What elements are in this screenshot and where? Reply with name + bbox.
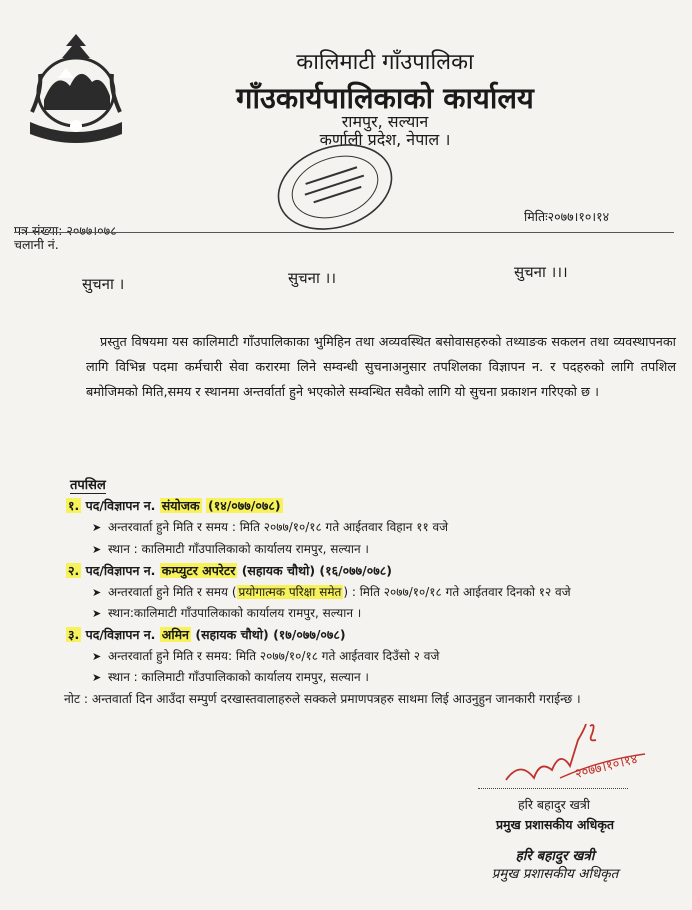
item-number: १. [68,498,80,513]
arrow-icon: ➤ [92,650,102,663]
arrow-icon: ➤ [92,543,102,556]
notice-heading-1: सुचना । [82,275,125,293]
arrow-icon: ➤ [92,586,102,599]
office-name: कालिमाटी गाँउपालिका [296,50,474,75]
notice-heading-3: सुचना ।।। [514,263,568,281]
item-label: पद/विज्ञापन न. [85,563,156,578]
details-title: तपसिल [70,478,106,493]
title-stamp: प्रमुख प्रशासकीय अधिकृत [491,866,619,882]
list-item: ➤ अन्तरवार्ता हुने मिति र समय ( प्रयोगात्मक परिक्षा समेत ) : मिति २०७७/१०/१८ गते आईतवार दिनको १२ वजे [92,585,571,599]
list-item: ➤ अन्तरवार्ता हुने मिति र समय: मिति २०७७/१०/१८ गते आईतवार दिउँसो २ वजे [92,649,440,663]
item-label: पद/विज्ञापन न. [85,627,156,642]
signatory-title: प्रमुख प्रशासकीय अधिकृत [495,817,615,832]
arrow-icon: ➤ [92,671,102,684]
nepal-emblem-icon [22,30,130,150]
letter-date: मितिः२०७७।१०।१४ [524,209,610,224]
item-label: पद/विज्ञापन न. [85,498,156,513]
reference-number: पत्र संख्या: २०७७।०७८ [14,223,117,238]
item-number: ३. [68,627,80,642]
notice-body: प्रस्तुत विषयमा यस कालिमाटी गाँउपालिकाका भुमिहिन तथा अव्यवस्थित बसोवासहरुको तथ्याङक सकलन तथा व्यवस्थापनका लागि विभिन्न पदमा कर्मचारी सेवा करारमा लिने सम्वन्धी सुचनाअनुसार तपशिलका विज्ञापन न. र पदहरुको लागि तपशिल बमोजिमको मिति,समय र स्थानमा अन्तर्वार्ता हुने भएकोले सम्वन्धित सवैको लागि यो सुचना प्रकाशन गरिएको छ । [86,335,676,400]
signature-line [478,788,628,789]
post-item-2 [66,562,392,579]
list-item: ➤ स्थान : कालिमाटी गाँउपालिकाको कार्यालय रामपुर, सल्यान । [92,542,369,556]
svg-text:२०७७।१०।१४: २०७७।१०।१४ [573,751,640,782]
list-item: ➤ स्थान:कालिमाटी गाँउपालिकाको कार्यालय रामपुर, सल्यान । [92,606,362,620]
address-line1: रामपुर, सल्यान [341,112,429,131]
handwritten-signature [500,720,650,790]
list-item: ➤ अन्तरवार्ता हुने मिति र समय : मिति २०७७/१०/१८ गते आईतवार विहान ११ वजे [92,520,449,534]
post-item-1 [66,497,283,514]
dispatch-number: चलानी नं. [14,237,59,252]
post-name: संयोजक [161,498,200,513]
name-stamp: हरि बहादुर खत्री [515,848,595,864]
post-name: अमिन [161,627,189,642]
post-name: कम्प्युटर अपरेटर [161,563,236,578]
post-code: (१४/०७७/०७८) [207,498,281,513]
office-stamp [270,140,400,235]
header-divider [14,232,674,233]
note-text: नोट : अन्तवार्ता दिन आउँदा सम्पुर्ण दरखास्तवालाहरुले सक्कले प्रमाणपत्रहरु साथमा लिई आउनुहुन जानकारी गराईन्छ । [64,692,581,706]
post-code: (सहायक चौथो) (१७/०७७/०७८) [195,627,346,642]
notice-heading-2: सुचना ।। [288,269,337,287]
signatory-name: हरि बहादुर खत्री [517,797,591,812]
address-line2: कर्णाली प्रदेश, नेपाल । [319,130,451,149]
list-item: ➤ स्थान : कालिमाटी गाँउपालिकाको कार्यालय रामपुर, सल्यान । [92,670,369,684]
item-number: २. [68,563,80,578]
office-title: गाँउकार्यपालिकाको कार्यालय [236,81,534,115]
post-item-3 [66,626,346,643]
arrow-icon: ➤ [92,521,102,534]
arrow-icon: ➤ [92,607,102,620]
post-code: (सहायक चौथो) (१६/०७७/०७८) [241,563,392,578]
